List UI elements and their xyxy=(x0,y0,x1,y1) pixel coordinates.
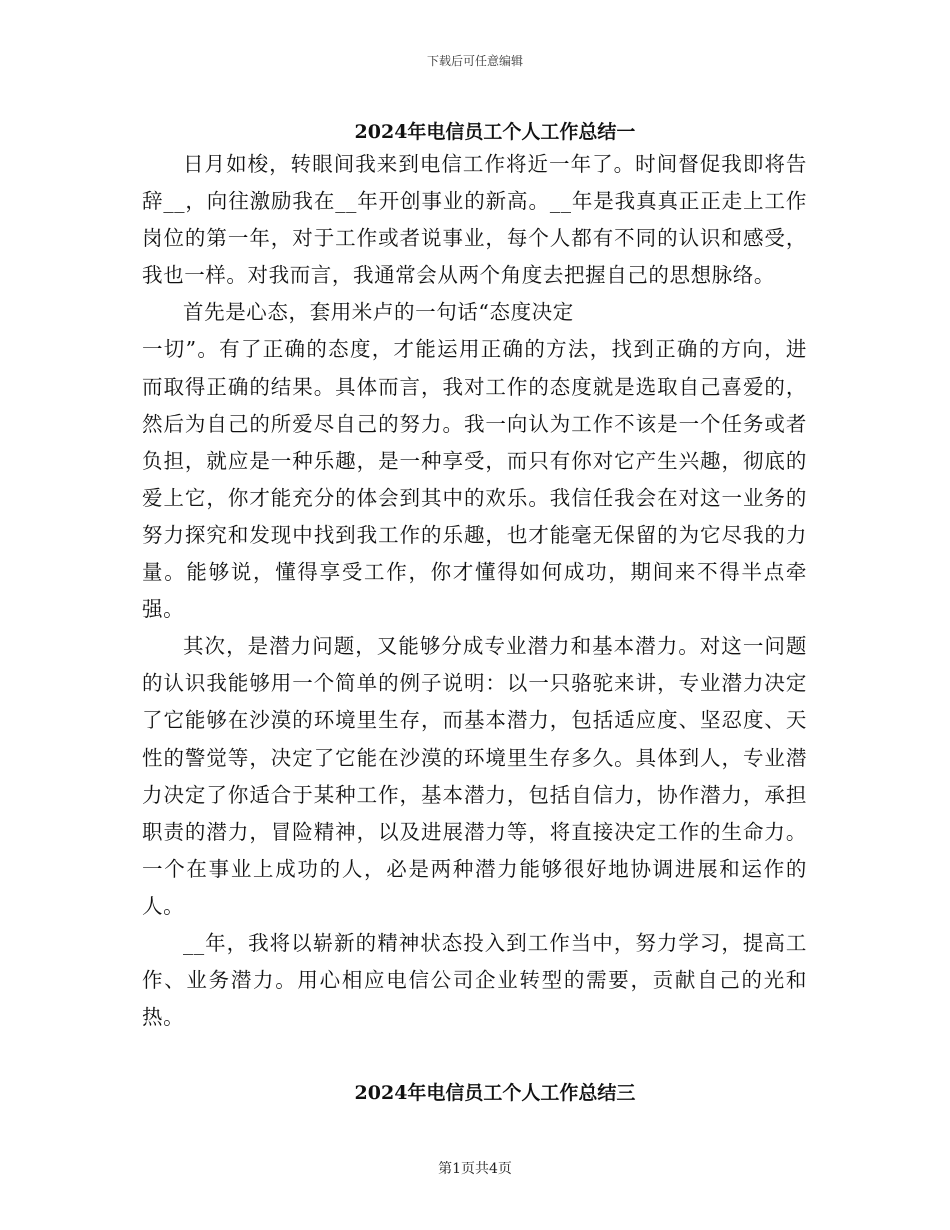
paragraph-attitude-lead: 首先是心态，套用米卢的一句话“态度决定 xyxy=(183,300,574,325)
document-title: 2024年电信员工个人工作总结一 xyxy=(354,121,636,143)
page-number-footer: 第1页共4页 xyxy=(438,1161,512,1177)
next-section-title: 2024年电信员工个人工作总结三 xyxy=(354,1082,636,1104)
paragraph-outlook: __年，我将以崭新的精神状态投入到工作当中，努力学习，提高工作、业务潜力。用心相应电信公司企业转型的需要，贡献自己的光和热。 xyxy=(142,930,807,1030)
paragraph-attitude: 一切”。有了正确的态度，才能运用正确的方法，找到正确的方向，进而取得正确的结果。具体而言，我对工作的态度就是选取自己喜爱的，然后为自己的所爱尽自己的努力。我一向认为工作不该是一个任务或者负担，就应是一种乐趣，是一种享受，而只有你对它产生兴趣，彻底的爱上它，你才能充分的体会到其中的欢乐。我信任我会在对这一业务的努力探究和发现中找到我工作的乐趣，也才能毫无保留的为它尽我的力量。能够说，懂得享受工作，你才懂得如何成功，期间来不得半点牵强。 xyxy=(142,337,807,622)
header-note: 下载后可任意编辑 xyxy=(426,54,523,68)
document-body xyxy=(142,146,807,1036)
paragraph-ability: 其次，是潜力问题，又能够分成专业潜力和基本潜力。对这一问题的认识我能够用一个简单的例子说明：以一只骆驼来讲，专业潜力决定了它能够在沙漠的环境里生存，而基本潜力，包括适应度、坚忍度、天性的警觉等，决定了它能在沙漠的环境里生存多久。具体到人，专业潜力决定了你适合于某种工作，基本潜力，包括自信力，协作潜力，承担职责的潜力，冒险精神，以及进展潜力等，将直接决定工作的生命力。一个在事业上成功的人，必是两种潜力能够很好地协调进展和运作的人。 xyxy=(142,634,807,918)
paragraph-intro: 日月如梭，转眼间我来到电信工作将近一年了。时间督促我即将告辞__，向往激励我在__年开创事业的新高。__年是我真真正正走上工作岗位的第一年，对于工作或者说事业，每个人都有不同的认识和感受，我也一样。对我而言，我通常会从两个角度去把握自己的思想脉络。 xyxy=(142,152,807,288)
